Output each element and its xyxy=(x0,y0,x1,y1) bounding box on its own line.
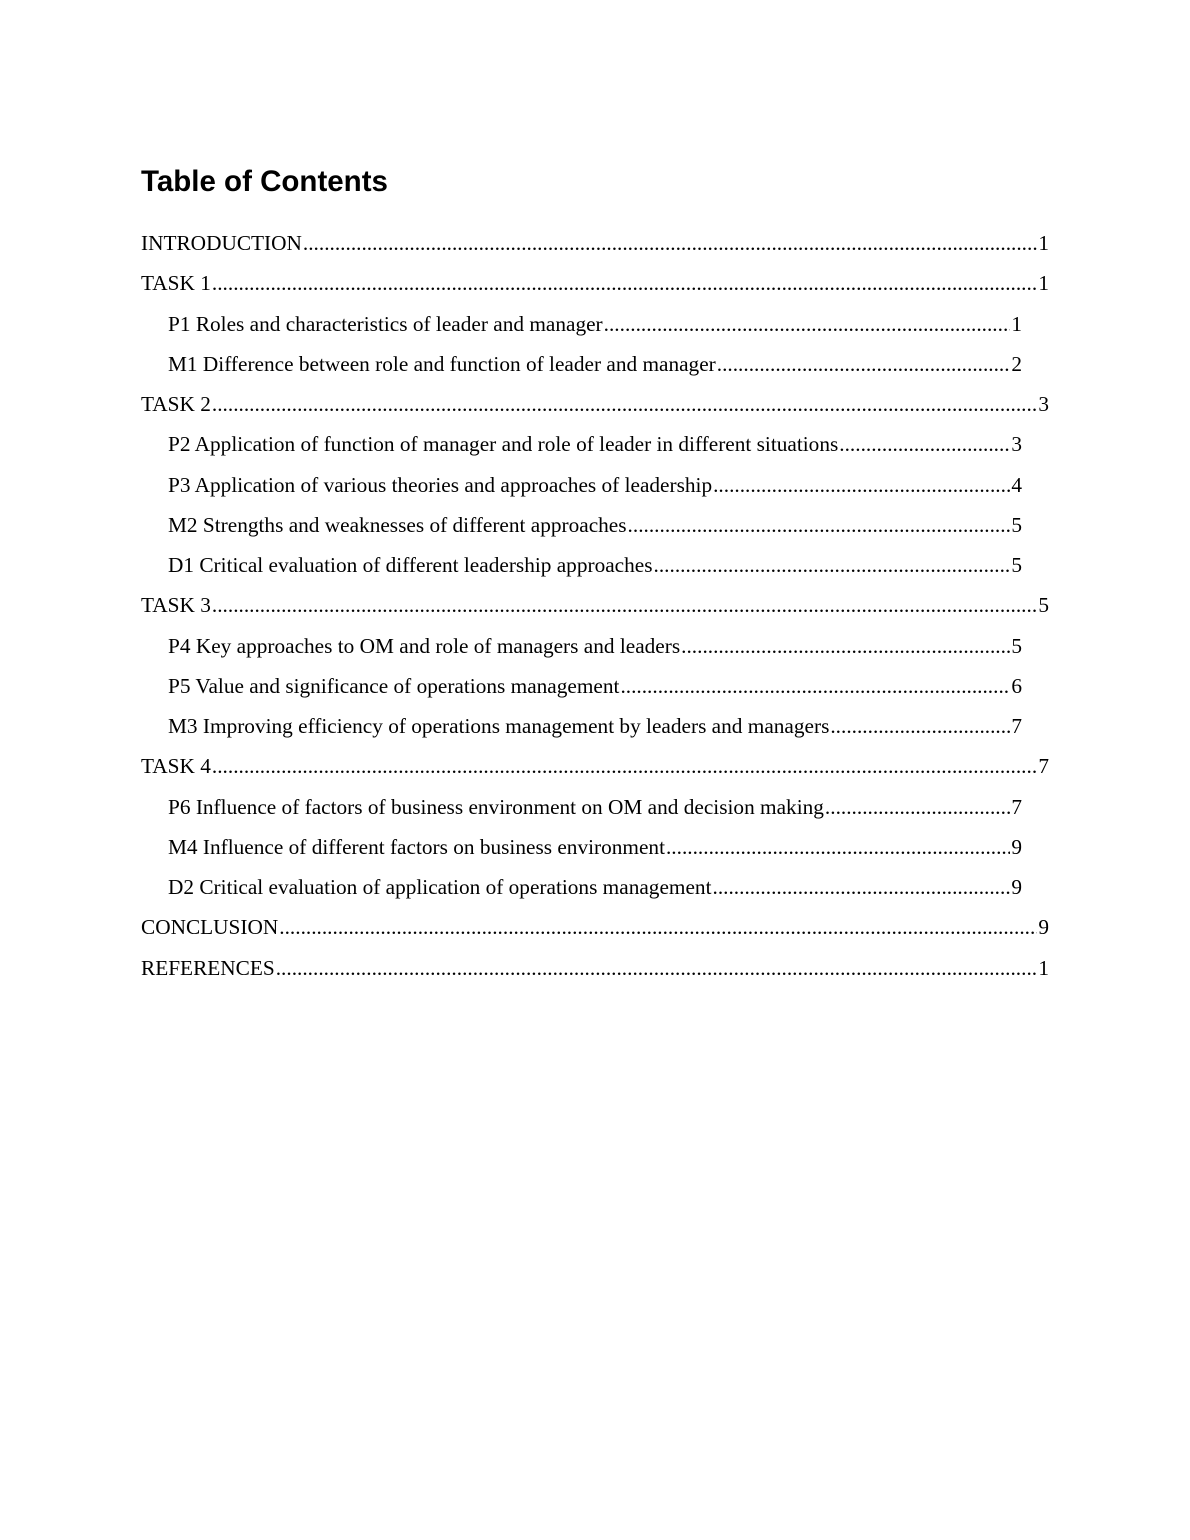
toc-page-number: 5 xyxy=(1011,512,1022,537)
toc-page-number: 5 xyxy=(1011,553,1022,577)
toc-page-number: 9 xyxy=(1038,915,1049,940)
toc-dot-leader xyxy=(620,669,1010,703)
toc-dot-leader xyxy=(604,307,1011,341)
toc-page-number: 5 xyxy=(1011,633,1022,658)
toc-entry[interactable] xyxy=(168,669,1022,709)
toc-entry-text: P4 Key approaches to OM and role of managers and leaders xyxy=(168,633,681,658)
toc-entry[interactable] xyxy=(168,508,1022,548)
toc-entry-text: P3 Application of various theories and approaches of leadership xyxy=(168,472,713,497)
toc-entry[interactable] xyxy=(141,951,1049,991)
toc-entry[interactable] xyxy=(141,749,1049,789)
toc-page-number: 9 xyxy=(1011,834,1022,859)
toc-dot-leader xyxy=(717,347,1011,381)
toc-entry[interactable] xyxy=(141,910,1049,950)
toc-entry[interactable] xyxy=(141,266,1049,306)
toc-dot-leader xyxy=(825,790,1010,824)
toc-entry-text: P2 Application of function of manager and role of leader in different situations xyxy=(168,432,839,457)
toc-page-number: 1 xyxy=(1038,231,1049,255)
toc-page-number: 5 xyxy=(1038,593,1049,618)
toc-dot-leader xyxy=(666,830,1010,864)
toc-entry[interactable] xyxy=(168,790,1022,830)
toc-entry-text: INTRODUCTION xyxy=(141,231,302,255)
toc-entry-text: M2 Strengths and weaknesses of different approaches xyxy=(168,512,627,537)
toc-entry[interactable] xyxy=(168,548,1022,588)
toc-entry[interactable] xyxy=(168,347,1022,387)
toc-entry[interactable] xyxy=(168,629,1022,669)
toc-page-number: 9 xyxy=(1011,875,1022,899)
toc-entry-text: P6 Influence of factors of business environment on OM and decision making xyxy=(168,794,824,819)
toc-entry[interactable] xyxy=(168,870,1022,910)
toc-page-number: 4 xyxy=(1011,472,1022,497)
toc-entry[interactable] xyxy=(168,709,1022,749)
toc-list xyxy=(0,226,1190,991)
toc-page-number: 2 xyxy=(1011,351,1022,376)
toc-page-number: 3 xyxy=(1038,392,1049,416)
toc-entry[interactable] xyxy=(141,387,1049,427)
toc-dot-leader xyxy=(830,709,1010,743)
toc-dot-leader xyxy=(212,387,1037,421)
toc-dot-leader xyxy=(681,629,1010,663)
toc-entry-text: TASK 4 xyxy=(141,754,211,779)
toc-entry[interactable] xyxy=(168,427,1022,467)
toc-page-number: 3 xyxy=(1011,432,1022,457)
toc-entry-text: TASK 1 xyxy=(141,271,211,296)
toc-entry-text: M1 Difference between role and function of leader and manager xyxy=(168,351,716,376)
toc-dot-leader xyxy=(713,870,1011,904)
toc-dot-leader xyxy=(839,427,1010,461)
toc-page-number: 7 xyxy=(1011,794,1022,819)
toc-dot-leader xyxy=(276,951,1038,985)
toc-entry-text: M3 Improving efficiency of operations management by leaders and managers xyxy=(168,714,830,738)
toc-dot-leader xyxy=(212,588,1037,622)
toc-entry-text: D2 Critical evaluation of application of operations management xyxy=(168,875,712,899)
toc-dot-leader xyxy=(713,468,1010,502)
toc-entry-text: P5 Value and significance of operations management xyxy=(168,673,620,698)
toc-dot-leader xyxy=(303,226,1037,260)
toc-entry-text: CONCLUSION xyxy=(141,915,279,940)
toc-dot-leader xyxy=(654,548,1011,582)
toc-entry-text: TASK 3 xyxy=(141,593,211,618)
toc-entry-text: M4 Influence of different factors on business environment xyxy=(168,834,665,859)
toc-entry[interactable] xyxy=(141,588,1049,628)
toc-page-number: 1 xyxy=(1038,955,1049,980)
toc-entry-text: D1 Critical evaluation of different leadership approaches xyxy=(168,553,653,577)
toc-entry-text: REFERENCES xyxy=(141,955,275,980)
toc-page-number: 1 xyxy=(1011,311,1022,336)
toc-dot-leader xyxy=(212,749,1037,783)
toc-dot-leader xyxy=(212,266,1037,300)
toc-entry-text: TASK 2 xyxy=(141,392,211,416)
toc-page-number: 7 xyxy=(1011,714,1022,738)
toc-entry[interactable] xyxy=(168,830,1022,870)
toc-entry[interactable] xyxy=(168,307,1022,347)
toc-dot-leader xyxy=(279,910,1037,944)
toc-dot-leader xyxy=(628,508,1011,542)
toc-page-number: 7 xyxy=(1038,754,1049,779)
toc-title: Table of Contents xyxy=(141,165,388,198)
toc-page-number: 1 xyxy=(1038,271,1049,296)
toc-entry[interactable] xyxy=(141,226,1049,266)
toc-entry[interactable] xyxy=(168,468,1022,508)
toc-entry-text: P1 Roles and characteristics of leader and manager xyxy=(168,311,603,336)
toc-page-number: 6 xyxy=(1011,673,1022,698)
